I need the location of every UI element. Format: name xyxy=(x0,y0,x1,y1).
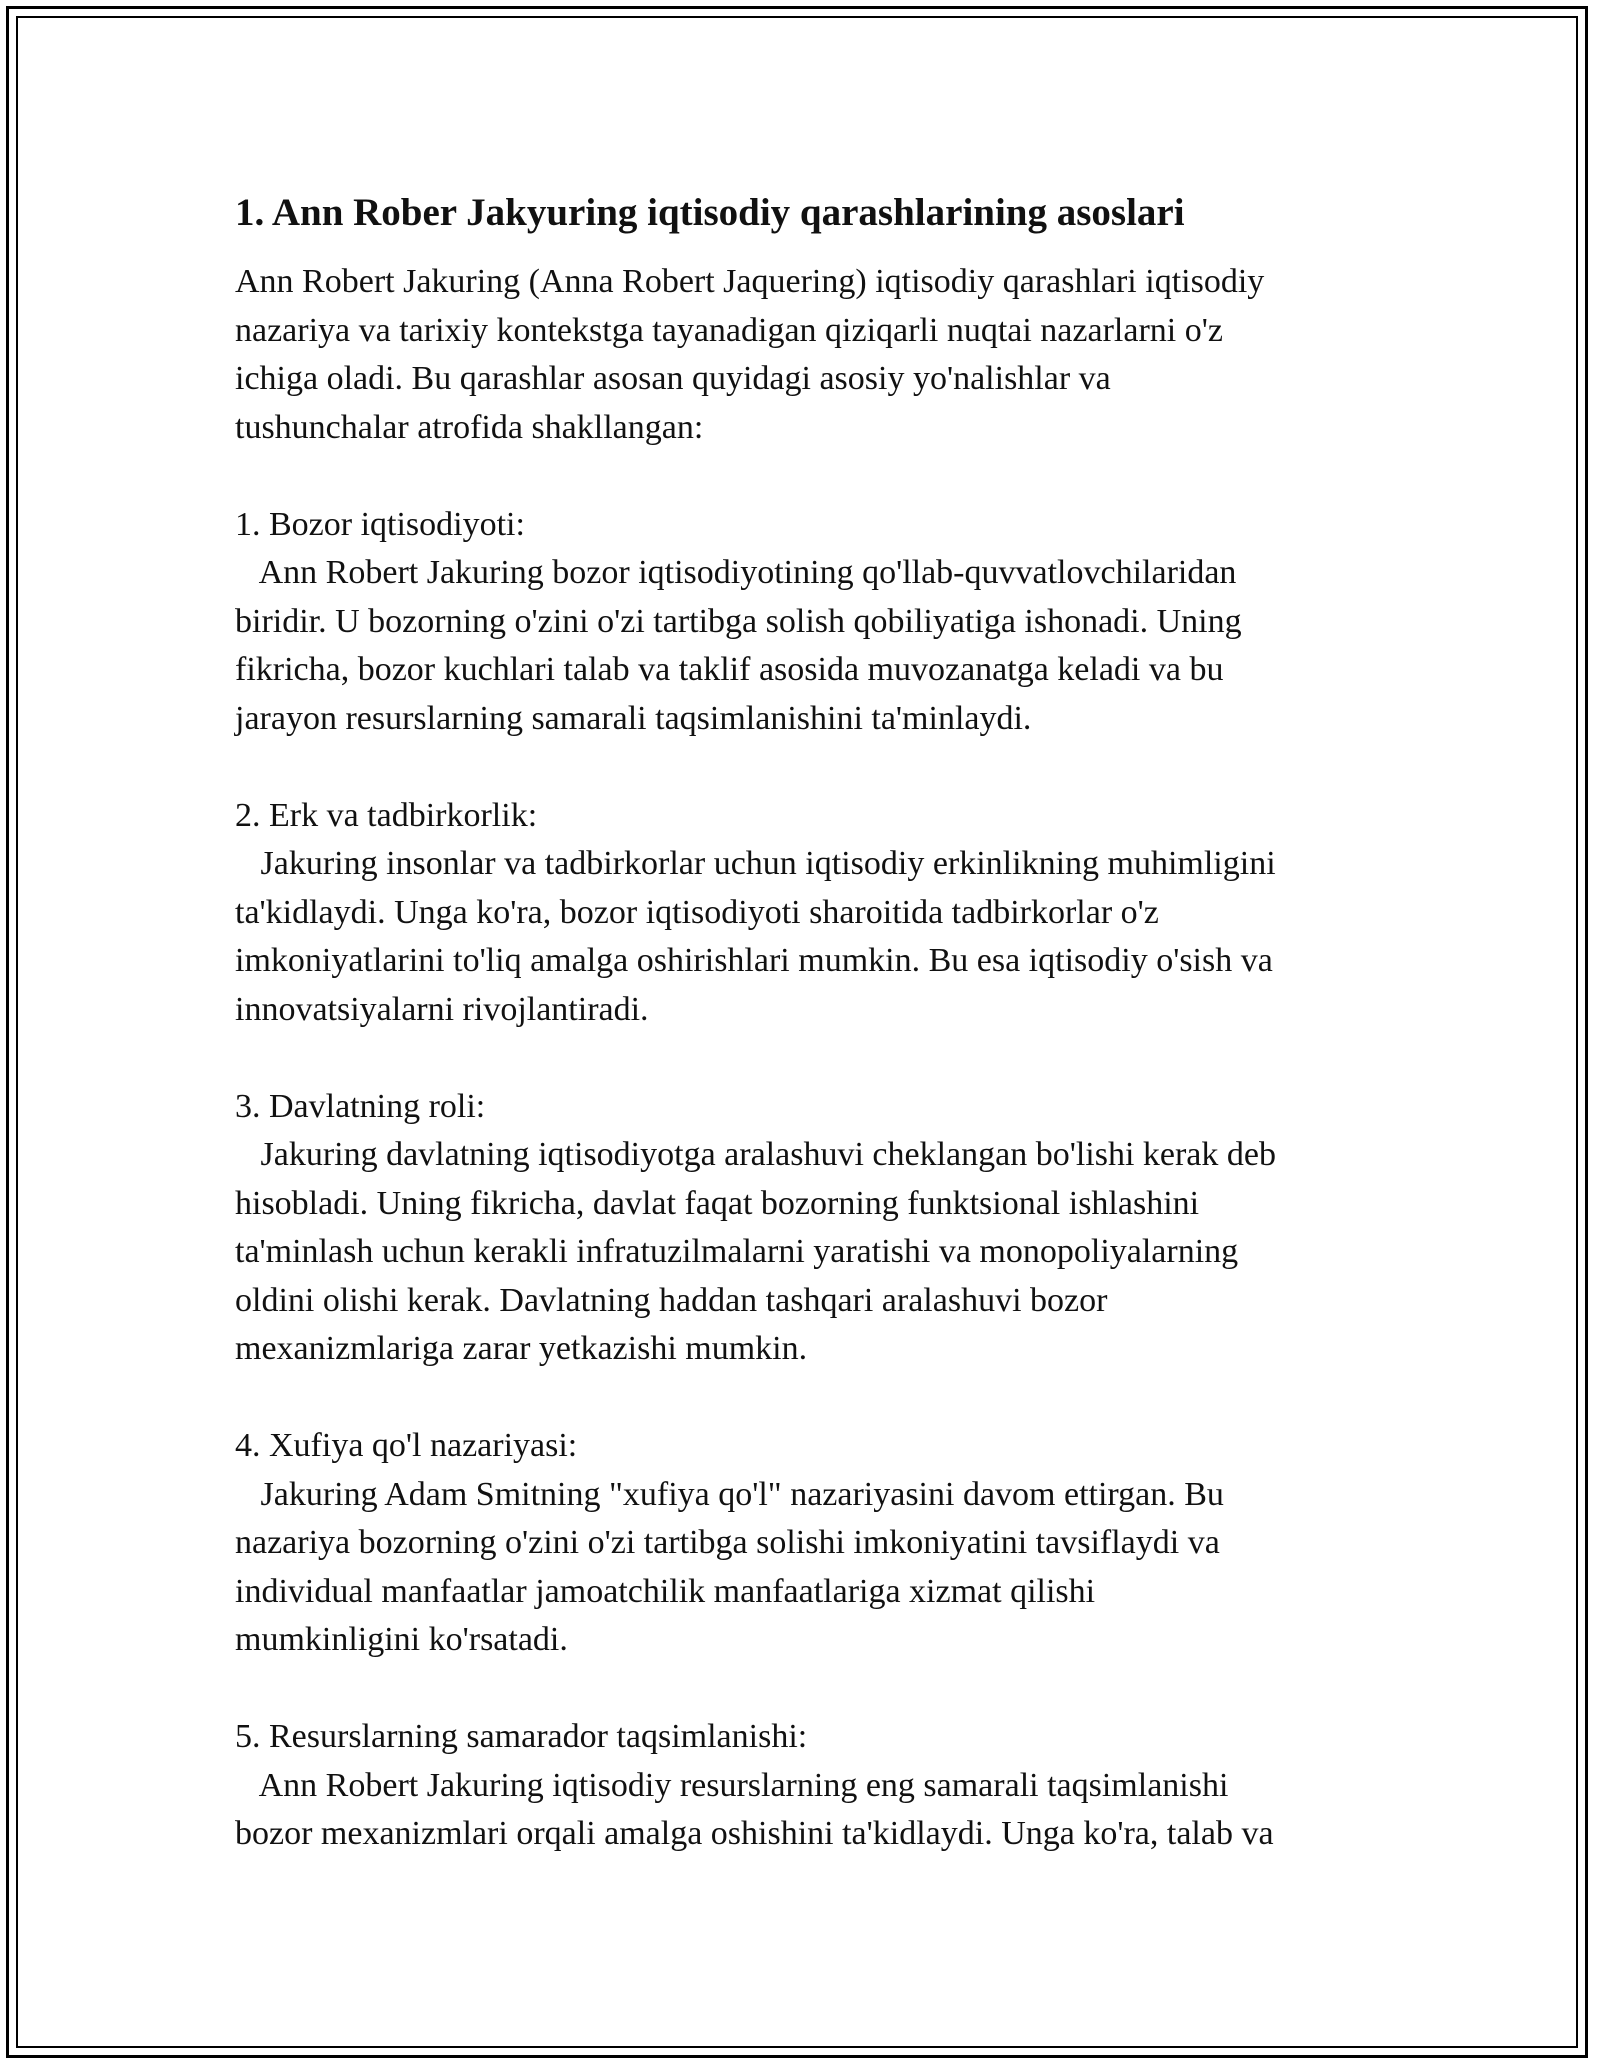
text-line: ichiga oladi. Bu qarashlar asosan quyidagi asosiy yo'nalishlar va xyxy=(235,360,1111,397)
blank-line xyxy=(235,1034,1365,1083)
section-heading: 1. Ann Rober Jakyuring iqtisodiy qarashlarining asoslari xyxy=(235,191,1185,234)
text-line: Jakuring davlatning iqtisodiyotga aralashuvi cheklangan bo'lishi kerak deb xyxy=(235,1136,1276,1173)
text-line: imkoniyatlarini to'liq amalga oshirishlari mumkin. Bu esa iqtisodiy o'sish va xyxy=(235,942,1273,979)
text-line: tushunchalar atrofida shakllangan: xyxy=(235,408,704,446)
text-line: individual manfaatlar jamoatchilik manfaatlariga xizmat qilishi xyxy=(235,1572,1096,1610)
text-line: ta'minlash uchun kerakli infratuzilmalarni yaratishi va monopoliyalarning xyxy=(235,1233,1239,1270)
list-heading-4: 4. Xufiya qo'l nazariyasi: xyxy=(235,1427,578,1464)
text-line: nazariya va tarixiy kontekstga tayanadigan qiziqarli nuqtai nazarlarni o'z xyxy=(235,311,1223,349)
text-line: bozor mexanizmlari orqali amalga oshishini ta'kidlaydi. Unga ko'ra, talab va xyxy=(235,1815,1274,1852)
document-content xyxy=(235,187,1365,1859)
text-line: biridir. U bozorning o'zini o'zi tartibga solish qobiliyatiga ishonadi. Uning xyxy=(235,602,1242,640)
text-line: jarayon resurslarning samarali taqsimlanishini ta'minlaydi. xyxy=(235,699,1032,737)
text-line: ta'kidlaydi. Unga ko'ra, bozor iqtisodiyoti sharoitida tadbirkorlar o'z xyxy=(235,893,1159,931)
list-heading-3: 3. Davlatning roli: xyxy=(235,1087,486,1125)
list-heading-1: 1. Bozor iqtisodiyoti: xyxy=(235,505,525,543)
text-line: Ann Robert Jakuring bozor iqtisodiyotining qo'llab-quvvatlovchilaridan xyxy=(235,554,1237,591)
body-text xyxy=(235,258,1365,1859)
text-line: mexanizmlariga zarar yetkazishi mumkin. xyxy=(235,1330,808,1367)
blank-line xyxy=(235,743,1365,792)
text-line: Jakuring insonlar va tadbirkorlar uchun iqtisodiy erkinlikning muhimligini xyxy=(235,845,1276,882)
text-line: fikricha, bozor kuchlari talab va taklif asosida muvozanatga keladi va bu xyxy=(235,651,1224,688)
text-line: Ann Robert Jakuring (Anna Robert Jaquering) iqtisodiy qarashlari iqtisodiy xyxy=(235,263,1265,300)
list-heading-5: 5. Resurslarning samarador taqsimlanishi: xyxy=(235,1718,808,1755)
text-line: oldini olishi kerak. Davlatning haddan tashqari aralashuvi bozor xyxy=(235,1281,1108,1319)
text-line: innovatsiyalarni rivojlantiradi. xyxy=(235,990,649,1028)
blank-line xyxy=(235,1374,1365,1423)
blank-line xyxy=(235,452,1365,501)
text-line: mumkinligini ko'rsatadi. xyxy=(235,1621,568,1658)
list-heading-2: 2. Erk va tadbirkorlik: xyxy=(235,796,538,834)
text-line: Ann Robert Jakuring iqtisodiy resurslarning eng samarali taqsimlanishi xyxy=(235,1766,1229,1804)
text-line: Jakuring Adam Smitning "xufiya qo'l" nazariyasini davom ettirgan. Bu xyxy=(235,1475,1224,1513)
text-line: hisobladi. Uning fikricha, davlat faqat bozorning funktsional ishlashini xyxy=(235,1184,1200,1222)
blank-line xyxy=(235,1665,1365,1714)
text-line: nazariya bozorning o'zini o'zi tartibga solishi imkoniyatini tavsiflaydi va xyxy=(235,1524,1220,1561)
